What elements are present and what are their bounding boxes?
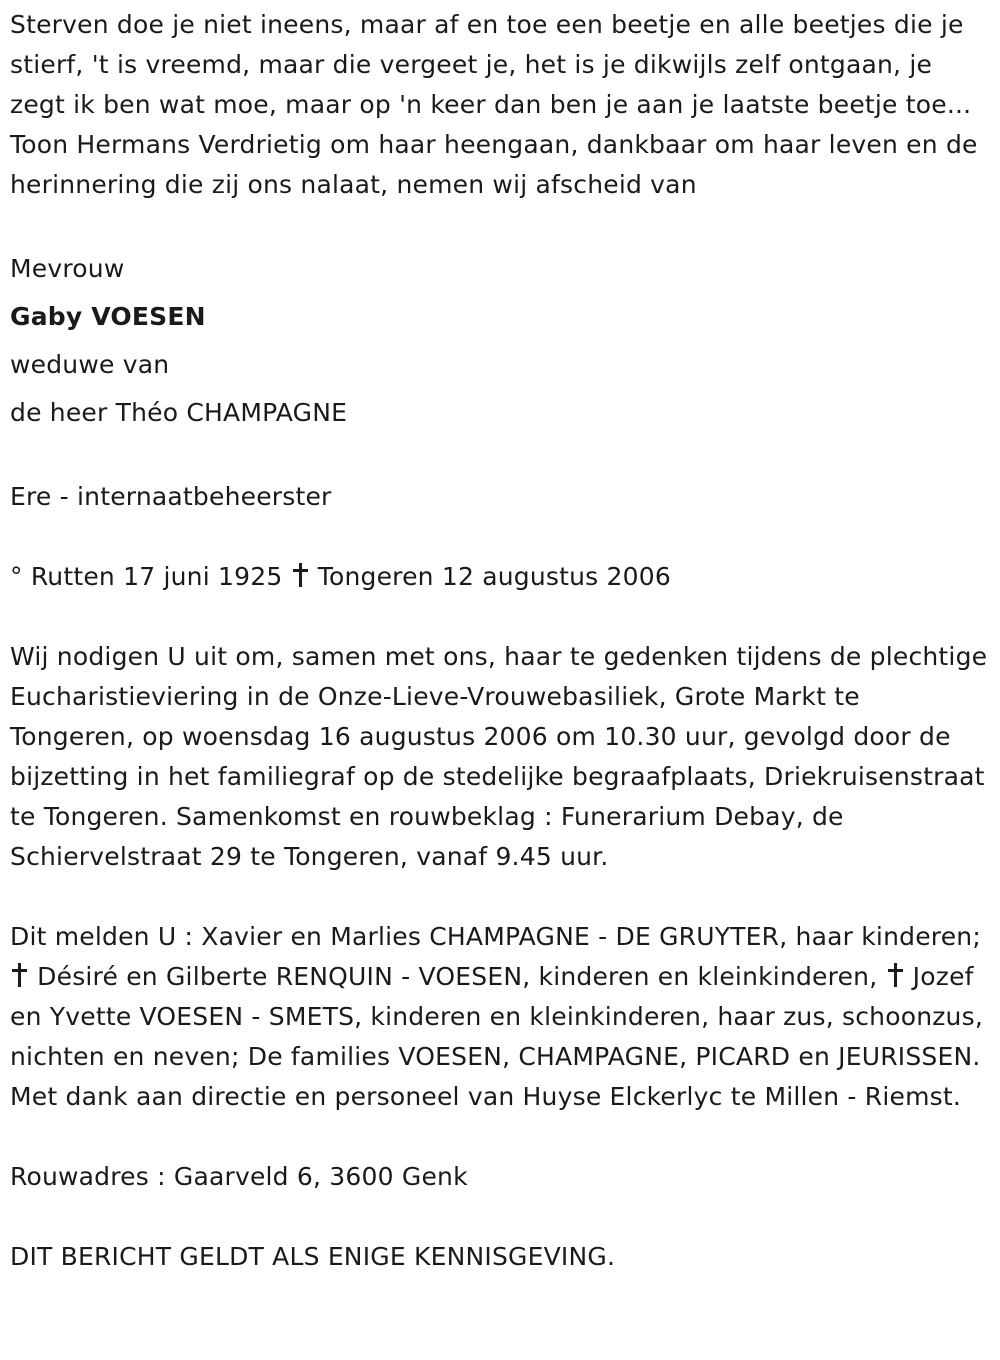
announcement-part-1: Dit melden U : Xavier en Marlies CHAMPAGNE - DE GRUYTER, haar kinderen; — [10, 922, 981, 951]
deceased-name: Gaby VOESEN — [10, 302, 206, 331]
spacer — [10, 205, 990, 245]
spacer — [10, 517, 990, 557]
announcement-part-2: Désiré en Gilberte RENQUIN - VOESEN, kinderen en kleinkinderen, — [37, 962, 878, 991]
cross-icon — [12, 963, 27, 987]
widow-of-label: weduwe van — [10, 350, 170, 379]
salutation: Mevrouw — [10, 254, 125, 283]
cross-icon — [888, 963, 903, 987]
spouse-name: de heer Théo CHAMPAGNE — [10, 398, 348, 427]
mourning-address: Rouwadres : Gaarveld 6, 3600 Genk — [10, 1162, 468, 1191]
death-date: Tongeren 12 augustus 2006 — [317, 562, 671, 591]
honorary-title: Ere - internaatbeheerster — [10, 482, 332, 511]
life-dates — [10, 557, 990, 597]
spacer — [10, 877, 990, 917]
spacer — [10, 597, 990, 637]
spacer — [10, 1197, 990, 1237]
notice-text: DIT BERICHT GELDT ALS ENIGE KENNISGEVING. — [10, 1242, 616, 1271]
cross-icon — [293, 563, 308, 587]
announcement-part-3: Jozef en Yvette VOESEN - SMETS, kinderen en kleinkinderen, haar zus, schoonzus, nichten en neven; De families VOESEN, CHAMPAGNE, PICARD en JEURISSEN. Met dank aan directie en personeel van Huyse Elckerlyc te Millen - Riemst. — [10, 962, 983, 1111]
announcement-text — [10, 917, 990, 1117]
spacer — [10, 1117, 990, 1157]
deceased-block — [10, 245, 990, 437]
ceremony-text: Wij nodigen U uit om, samen met ons, haar te gedenken tijdens de plechtige Eucharistieviering in de Onze-Lieve-Vrouwebasiliek, Grote Markt te Tongeren, op woensdag 16 augustus 2006 om 10.30 uur, gevolgd door de bijzetting in het familiegraf op de stedelijke begraafplaats, Driekruisenstraat te Tongeren. Samenkomst en rouwbeklag : Funerarium Debay, de Schiervelstraat 29 te Tongeren, vanaf 9.45 uur. — [10, 642, 988, 871]
spacer — [10, 437, 990, 477]
birth-date: ° Rutten 17 juni 1925 — [10, 562, 283, 591]
intro-poem: Sterven doe je niet ineens, maar af en toe een beetje en alle beetjes die je stierf, 't is vreemd, maar die vergeet je, het is je dikwijls zelf ontgaan, je zegt ik ben wat moe, maar op 'n keer dan ben je aan je laatste beetje toe... Toon Hermans Verdrietig om haar heengaan, dankbaar om haar leven en de herinnering die zij ons nalaat, nemen wij afscheid van — [10, 10, 978, 199]
